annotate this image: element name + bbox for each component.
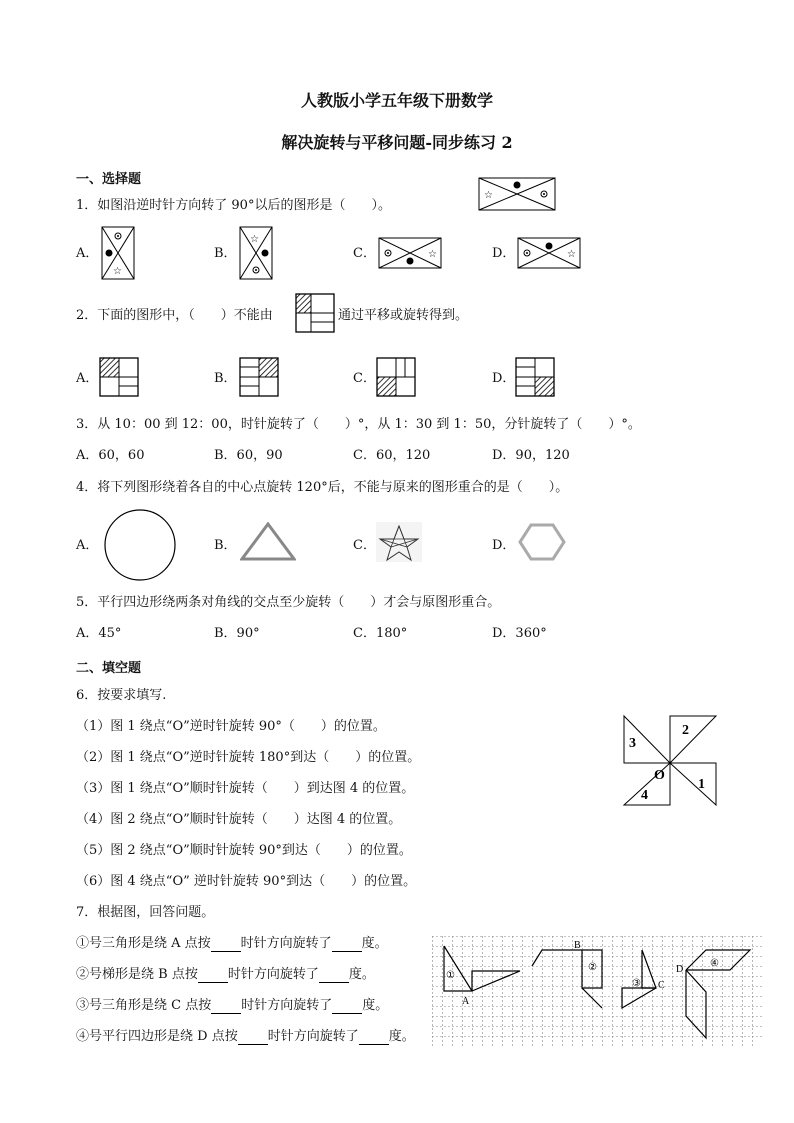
answer-blank[interactable]	[238, 1032, 268, 1045]
q5-option-c[interactable]: C．180°	[353, 626, 408, 641]
q1-option-d-figure[interactable]	[517, 237, 581, 269]
q2-stem-after: 通过平移或旋转得到。	[338, 308, 469, 323]
q2-option-c-figure[interactable]	[376, 357, 416, 397]
q2-option-b-figure[interactable]	[239, 357, 279, 397]
q2-reference-figure	[295, 293, 335, 333]
q7-text: 时针方向旋转了	[267, 1029, 359, 1044]
q1-option-c-figure[interactable]	[378, 237, 442, 269]
q2-stem-before: 2．下面的图形中，（ ）不能由	[76, 308, 273, 323]
q3-stem: 3．从 10：00 到 12：00，时针旋转了（ ）°，从 1：30 到 1：50，分针旋转了（ ）°。	[76, 417, 641, 432]
grid-label-D: D	[676, 964, 684, 975]
section-heading-fill: 二、填空题	[76, 661, 142, 676]
answer-blank[interactable]	[332, 939, 362, 952]
q7-item-1	[76, 936, 388, 952]
q4-option-b-triangle[interactable]	[240, 522, 296, 562]
q7-text: 度。	[361, 936, 388, 951]
q7-item-3	[76, 998, 388, 1014]
q2-option-d-label[interactable]: D．	[492, 371, 516, 386]
q1-option-b-figure[interactable]	[239, 226, 273, 280]
grid-label-c2: ②	[588, 962, 597, 973]
svg-text:☆: ☆	[250, 234, 259, 245]
grid-label-B: B	[574, 940, 581, 951]
q7-grid-figure	[432, 936, 762, 1046]
q5-stem: 5．平行四边形绕两条对角线的交点至少旋转（ ）才会与原图形重合。	[76, 595, 501, 610]
q4-option-c-star[interactable]	[376, 522, 422, 562]
q4-option-a-label[interactable]: A．	[76, 538, 99, 553]
q4-option-d-hexagon[interactable]	[517, 522, 567, 562]
q5-option-b[interactable]: B．90°	[214, 626, 260, 641]
q3-option-c[interactable]: C．60，120	[353, 448, 431, 463]
grid-label-c4: ④	[710, 958, 719, 969]
q7-stem: 7．根据图，回答问题。	[76, 905, 215, 920]
q7-text: ①号三角形是绕 A 点按	[76, 936, 211, 951]
grid-label-c1: ①	[446, 970, 455, 981]
answer-blank[interactable]	[211, 1001, 241, 1014]
fig-label-1: 1	[698, 777, 705, 792]
q2-option-a-figure[interactable]	[99, 357, 139, 397]
q7-text: 时针方向旋转了	[241, 998, 333, 1013]
q1-option-c-label[interactable]: C．	[353, 246, 376, 261]
q6-stem: 6．按要求填写.	[76, 688, 167, 703]
q7-text: ②号梯形是绕 B 点按	[76, 967, 198, 982]
answer-blank[interactable]	[359, 1032, 389, 1045]
fig-label-o: O	[654, 768, 665, 783]
section-heading-choice: 一、选择题	[76, 172, 142, 187]
page-subtitle: 解决旋转与平移问题-同步练习 2	[281, 133, 513, 152]
page-title: 人教版小学五年级下册数学	[300, 91, 493, 110]
q1-option-a-figure[interactable]	[101, 226, 135, 280]
svg-text:☆: ☆	[113, 266, 122, 277]
svg-text:☆: ☆	[567, 249, 576, 260]
q7-text: 时针方向旋转了	[240, 936, 332, 951]
q6-item: （2）图 1 绕点“O”逆时针旋转 180°到达（ ）的位置。	[76, 750, 421, 765]
q2-option-c-label[interactable]: C．	[353, 371, 376, 386]
fig-label-4: 4	[641, 788, 648, 803]
q2-option-d-figure[interactable]	[515, 357, 555, 397]
q6-pinwheel-figure	[620, 713, 720, 807]
grid-label-c3: ③	[632, 978, 641, 989]
q1-option-b-label[interactable]: B．	[214, 246, 237, 261]
q1-option-a-label[interactable]: A．	[76, 246, 99, 261]
q7-item-2	[76, 967, 375, 983]
q4-option-c-label[interactable]: C．	[353, 538, 376, 553]
q4-option-a-circle[interactable]	[103, 508, 177, 582]
q6-item: （5）图 2 绕点“O”顺时针旋转 90°到达（ ）的位置。	[76, 843, 412, 858]
q6-item: （4）图 2 绕点“O”顺时针旋转（ ）达图 4 的位置。	[76, 812, 402, 827]
q6-item: （6）图 4 绕点“O” 逆时针旋转 90°到达（ ）的位置。	[76, 874, 417, 889]
answer-blank[interactable]	[211, 939, 241, 952]
q7-text: ③号三角形是绕 C 点按	[76, 998, 212, 1013]
fig-label-3: 3	[629, 736, 636, 751]
fig-label-2: 2	[682, 723, 689, 738]
answer-blank[interactable]	[198, 970, 228, 983]
q2-option-a-label[interactable]: A．	[76, 371, 99, 386]
answer-blank[interactable]	[332, 1001, 362, 1014]
answer-blank[interactable]	[319, 970, 349, 983]
q4-option-b-label[interactable]: B．	[214, 538, 237, 553]
q7-text: ④号平行四边形是绕 D 点按	[76, 1029, 238, 1044]
q1-option-d-label[interactable]: D．	[492, 246, 516, 261]
q4-option-d-label[interactable]: D．	[492, 538, 516, 553]
q7-text: 度。	[348, 967, 375, 982]
grid-label-C: C	[658, 980, 665, 991]
q3-option-a[interactable]: A．60，60	[76, 448, 145, 463]
q2-option-b-label[interactable]: B．	[214, 371, 237, 386]
q7-text: 度。	[362, 998, 389, 1013]
q3-option-d[interactable]: D．90，120	[492, 448, 570, 463]
q3-option-b[interactable]: B．60，90	[214, 448, 283, 463]
svg-text:☆: ☆	[428, 249, 437, 260]
q6-item: （1）图 1 绕点“O”逆时针旋转 90°（ ）的位置。	[76, 719, 386, 734]
q1-reference-figure	[478, 177, 556, 211]
q5-option-d[interactable]: D．360°	[492, 626, 547, 641]
q7-item-4	[76, 1029, 415, 1045]
q5-option-a[interactable]: A．45°	[76, 626, 122, 641]
q6-item: （3）图 1 绕点“O”顺时针旋转（ ）到达图 4 的位置。	[76, 781, 415, 796]
grid-label-A: A	[462, 996, 470, 1007]
q7-text: 时针方向旋转了	[227, 967, 319, 982]
q7-text: 度。	[388, 1029, 415, 1044]
q1-stem: 1．如图沿逆时针方向转了 90°以后的图形是（ ）。	[76, 198, 391, 213]
q4-stem: 4．将下列图形绕着各自的中心点旋转 120°后，不能与原来的图形重合的是（ ）。	[76, 480, 569, 495]
svg-text:☆: ☆	[484, 190, 493, 201]
